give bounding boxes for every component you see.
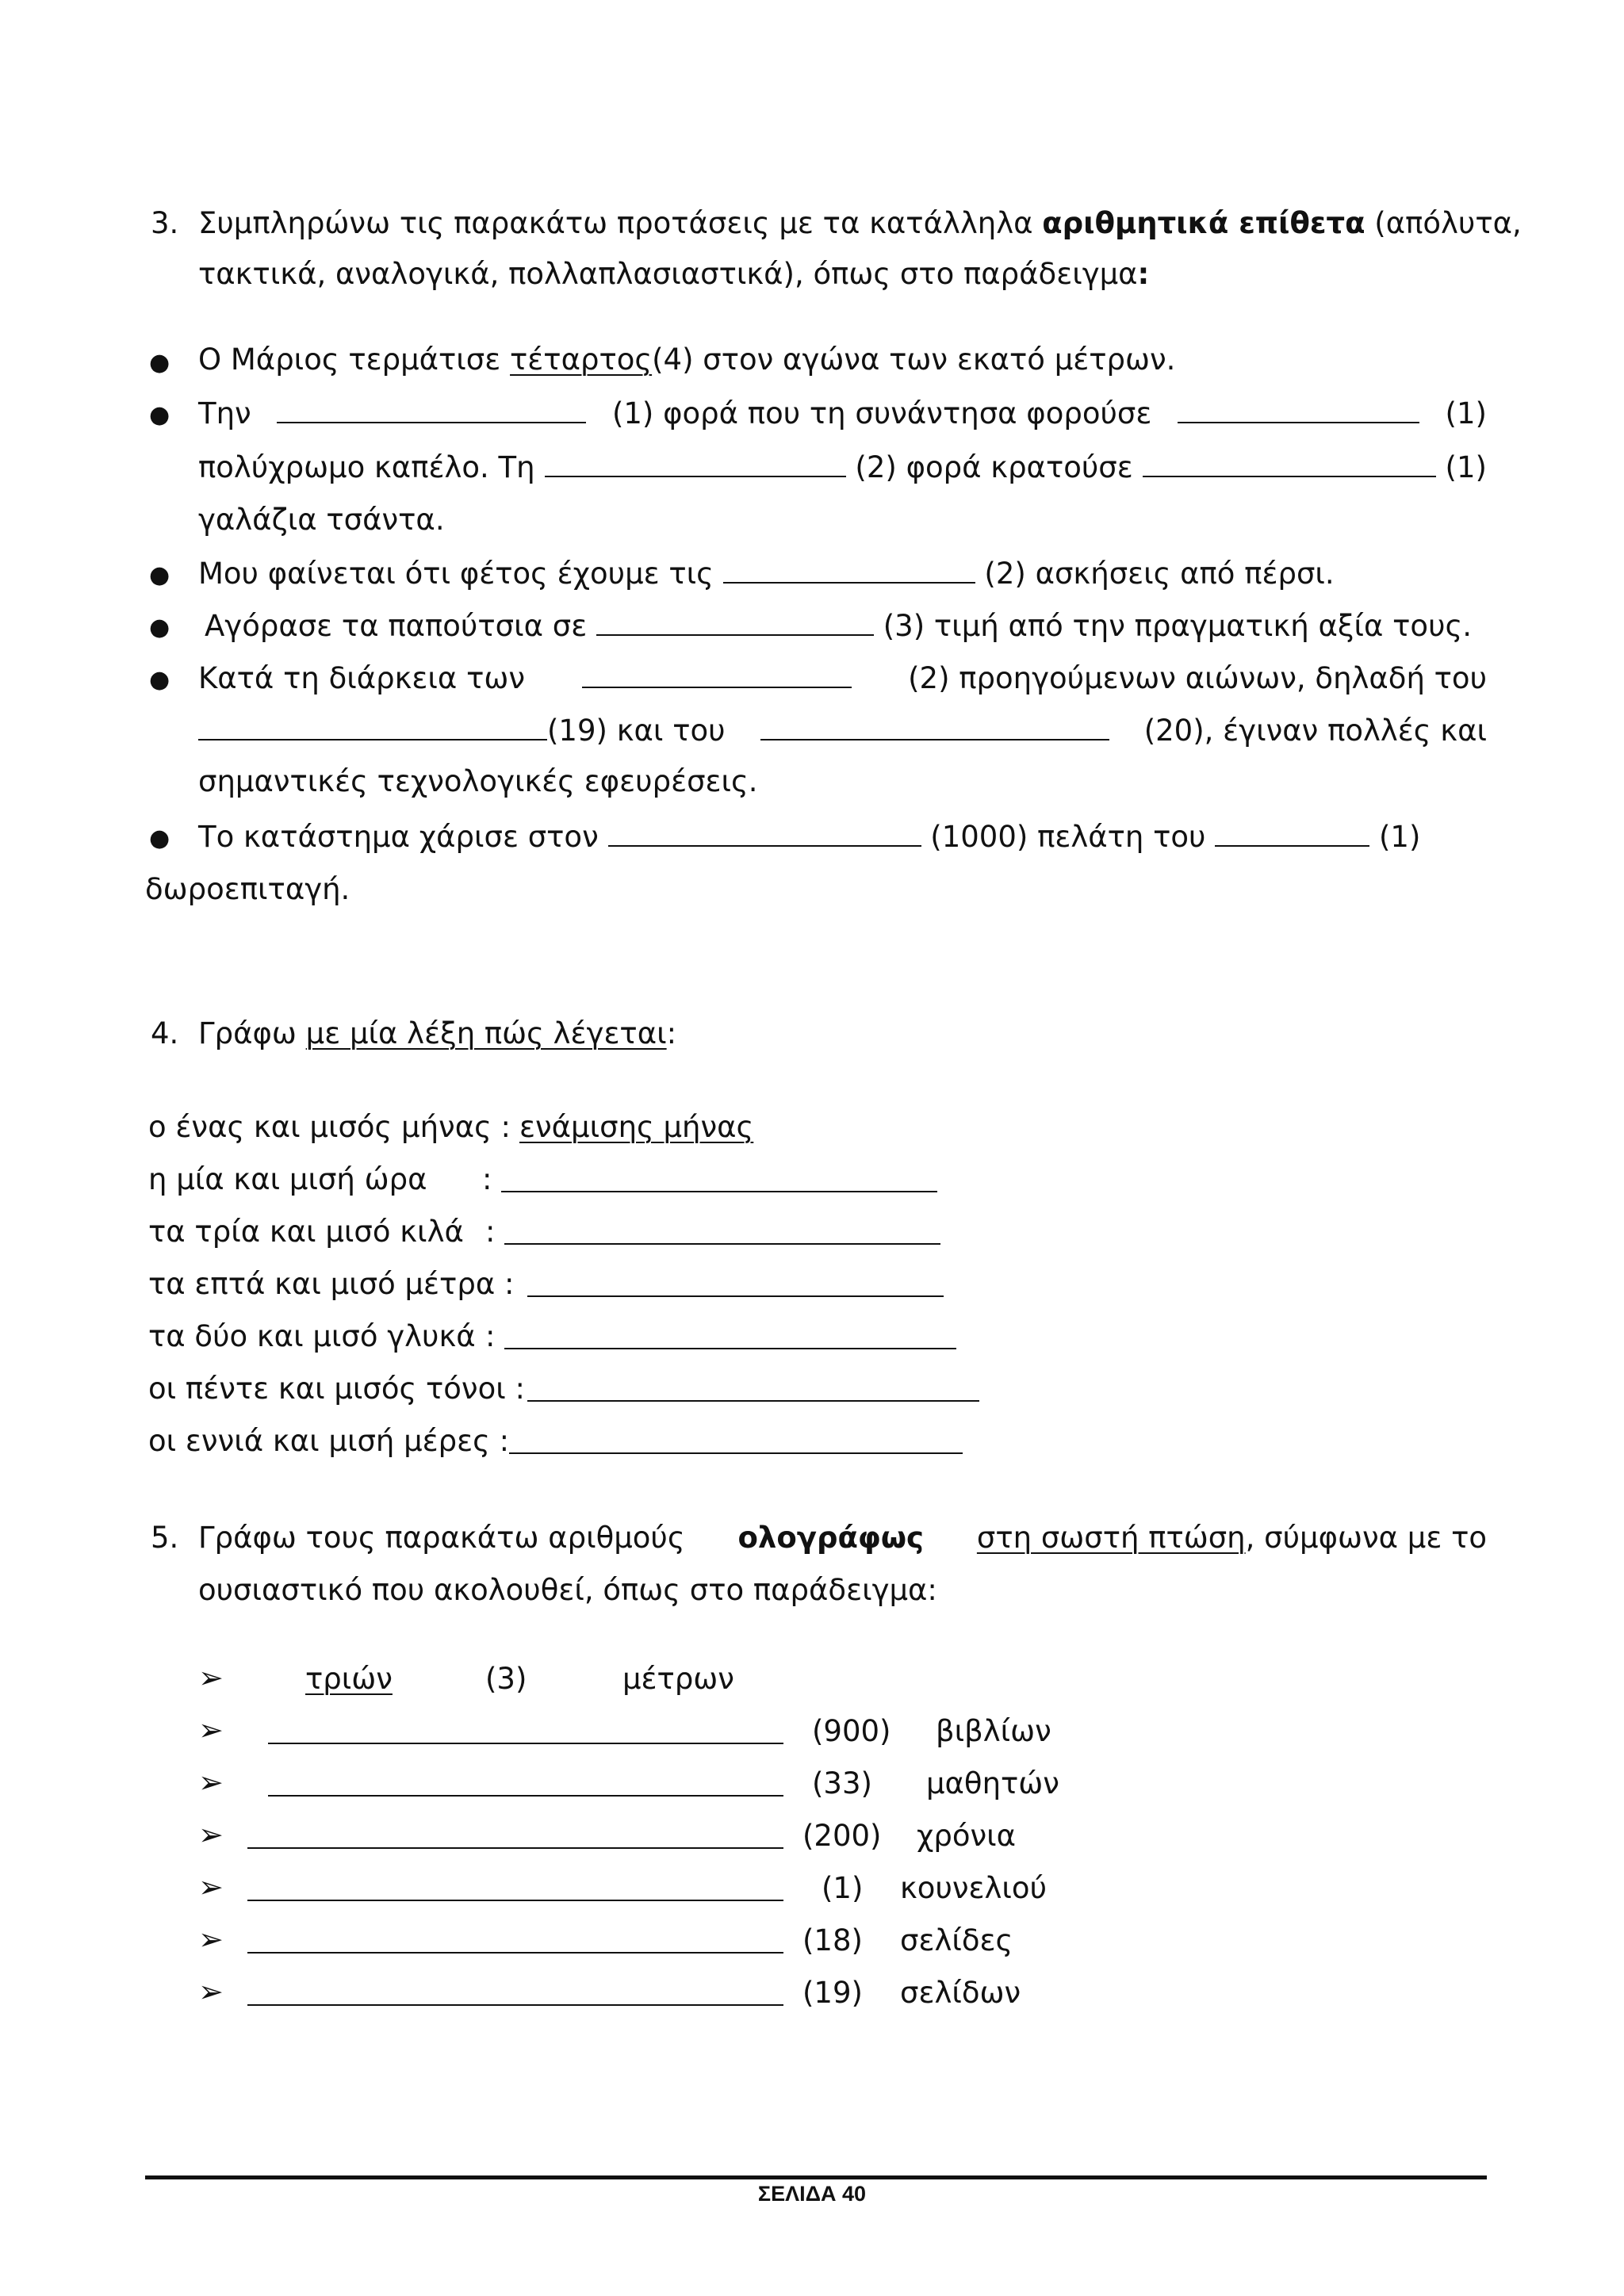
q5-example-word: τριών [305,1662,393,1696]
q5-row-number: (200) [802,1819,882,1853]
q3-sentence-2-line1 [198,395,1487,430]
q3-s6-text: Το κατάστημα χάρισε στον [198,820,599,854]
q3-sentence-5-line1 [198,660,1487,695]
q4-row [148,1424,509,1458]
blank-field[interactable] [247,1873,783,1901]
blank-field[interactable] [268,1716,783,1744]
q5-example-noun: μέτρων [622,1662,734,1696]
q4-row-colon: : [485,1215,496,1249]
blank-field[interactable] [582,660,852,688]
blank-field[interactable] [277,395,586,423]
q3-s2-text: πολύχρωμο καπέλο. Τη [198,450,535,484]
q5-row-number: (900) [812,1714,891,1748]
q3-sentence-4 [205,607,1472,643]
q5-row-noun: χρόνια [917,1819,1017,1853]
blank-field[interactable] [504,1216,940,1245]
arrow-bullet-icon: ➢ [198,1765,224,1800]
q3-sentence-5-line3: σημαντικές τεχνολογικές εφευρέσεις. [198,764,758,798]
q5-row-noun: βιβλίων [936,1714,1051,1748]
blank-field[interactable] [723,555,975,584]
blank-field[interactable] [198,712,547,740]
q4-row-colon: : [482,1162,492,1196]
q4-row-label: οι πέντε και μισός τόνοι : [148,1372,525,1406]
q3-intro-bold: αριθμητικά επίθετα [1042,206,1365,240]
arrow-bullet-icon: ➢ [198,1660,224,1695]
q5-row-number: (33) [812,1766,872,1800]
bullet-icon: ● [149,825,170,852]
q5-intro-bold: ολογράφως [737,1521,924,1555]
q3-s2-text: (1) [1445,396,1487,430]
q5-row-number: (1) [822,1871,864,1905]
blank-field[interactable] [545,449,846,477]
blank-field[interactable] [247,1820,783,1849]
blank-field[interactable] [527,1269,944,1297]
blank-field[interactable] [504,1321,956,1349]
q3-s5-text: Κατά τη διάρκεια των [198,661,526,695]
q3-s6-text: (1) [1378,820,1421,854]
blank-field[interactable] [247,1925,783,1954]
q4-row-label: τα τρία και μισό κιλά [148,1215,464,1249]
page-number: ΣΕΛΙΔΑ 40 [757,2182,867,2206]
q4-row-label: οι εννιά και μισή μέρες : [148,1424,510,1458]
q5-instruction-line2: ουσιαστικό που ακολουθεί, όπως στο παράδειγμα: [198,1573,937,1607]
q5-intro-text: Γράφω τους παρακάτω αριθμούς [198,1521,685,1555]
blank-field[interactable] [247,1977,783,2006]
q3-sentence-6 [198,818,1420,854]
bullet-icon: ● [149,614,170,641]
q5-row-noun: μαθητών [926,1766,1059,1800]
q3-s3-text: Μου φαίνεται ότι φέτος έχουμε τις [198,557,714,591]
q3-s2-text: Την [198,396,251,430]
q4-example-answer: ενάμισης μήνας [519,1110,754,1144]
q3-intro-continued: τακτικά, αναλογικά, πολλαπλασιαστικά), όπως στο παράδειγμα [198,257,1138,291]
bullet-icon: ● [149,666,170,694]
q3-s2-text: (1) [1445,450,1487,484]
q4-row [148,1319,476,1353]
q5-row-noun: κουνελιού [900,1871,1047,1905]
q4-row-label: τα επτά και μισό μέτρα : [148,1267,515,1301]
q3-sentence-3 [198,555,1335,591]
blank-field[interactable] [1178,395,1419,423]
q4-row [148,1267,514,1301]
q4-row-label: η μία και μισή ώρα [148,1162,427,1196]
q3-example-end: (4) στον αγώνα των εκατό μέτρων. [652,342,1176,377]
arrow-bullet-icon: ➢ [198,1712,224,1747]
blank-field[interactable] [608,818,921,847]
q4-title-text: Γράφω [198,1016,297,1050]
q4-title-underlined: με μία λέξη πώς λέγεται [305,1016,667,1050]
q4-example-label: ο ένας και μισός μήνας : [148,1110,511,1144]
q4-title-colon: : [666,1016,677,1050]
q4-row [148,1215,464,1249]
footer-divider [145,2175,1487,2179]
blank-field[interactable] [268,1768,783,1797]
blank-field[interactable] [596,607,874,636]
q5-row-noun: σελίδες [900,1923,1013,1957]
q3-intro-text: Συμπληρώνω τις παρακάτω προτάσεις με τα κατάλληλα [198,206,1033,240]
arrow-bullet-icon: ➢ [198,1869,224,1904]
bullet-icon: ● [149,401,170,429]
q5-row-number: (18) [802,1923,863,1957]
q3-s6-text: (1000) πελάτη του [930,820,1206,854]
blank-field[interactable] [527,1373,979,1402]
bullet-icon: ● [149,561,170,589]
q5-number: 5. [151,1521,179,1555]
q3-s4-text: (3) τιμή από την πραγματική αξία τους. [883,609,1472,643]
blank-field[interactable] [760,712,1109,740]
q3-s5-text: (2) προηγούμενων αιώνων, δηλαδή του [908,661,1487,695]
q5-intro-continued: , σύμφωνα με το [1245,1521,1487,1555]
q4-number: 4. [151,1016,179,1050]
arrow-bullet-icon: ➢ [198,1974,224,2009]
q4-row [148,1372,525,1406]
bullet-icon: ● [149,349,170,377]
blank-field[interactable] [1215,818,1369,847]
blank-field[interactable] [509,1425,963,1454]
q3-number: 3. [151,206,179,240]
q4-row-label: τα δύο και μισό γλυκά [148,1319,476,1353]
q3-example-sentence [198,342,1175,377]
q4-row-colon: : [485,1319,496,1353]
q3-instruction-line1 [198,206,1522,240]
blank-field[interactable] [1143,449,1436,477]
q3-s4-text: Αγόρασε τα παπούτσια σε [205,609,588,643]
q3-sentence-2-line3: γαλάζια τσάντα. [198,503,445,537]
q3-intro-colon: : [1137,257,1150,291]
q3-s5-text: (20), έγιναν πολλές και [1143,714,1487,748]
q5-intro-underlined: στη σωστή πτώση [976,1521,1246,1555]
q3-s3-text: (2) ασκήσεις από πέρσι. [984,557,1335,591]
q3-intro-paren: (απόλυτα, [1374,206,1522,240]
q3-s2-text: (2) φορά κρατούσε [855,450,1133,484]
q3-example-answer: τέταρτος [510,342,653,377]
q5-row-noun: σελίδων [900,1976,1021,2010]
q4-title [198,1016,676,1050]
q3-s2-text: (1) φορά που τη συνάντησα φορούσε [611,396,1152,430]
arrow-bullet-icon: ➢ [198,1922,224,1957]
q3-s5-text: (19) και του [547,714,726,748]
q5-row-number: (19) [802,1976,863,2010]
q3-example-start: Ο Μάριος τερμάτισε [198,342,501,377]
blank-field[interactable] [501,1164,937,1192]
arrow-bullet-icon: ➢ [198,1817,224,1852]
q5-instruction-line1 [198,1521,1487,1555]
q3-sentence-6-line2: δωροεπιταγή. [145,872,350,906]
q4-row [148,1162,427,1196]
q3-instruction-line2 [198,257,1149,291]
q5-example-number: (3) [485,1662,527,1696]
q3-sentence-5-line2 [198,712,1487,748]
q3-sentence-2-line2 [198,449,1487,484]
